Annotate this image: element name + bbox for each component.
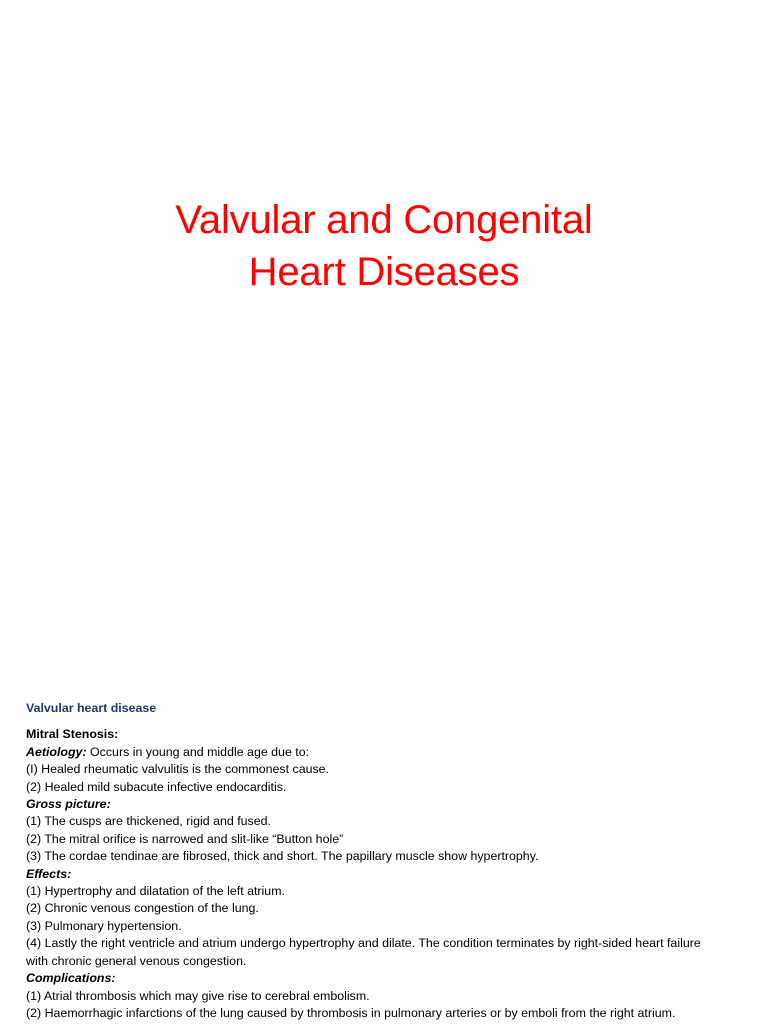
section-heading: Valvular heart disease: [26, 701, 157, 715]
effects-item: (1) Hypertrophy and dilatation of the left atrium.: [26, 884, 285, 899]
aetiology-item: (I) Healed rheumatic valvulitis is the commonest cause.: [26, 762, 330, 777]
effects-item: (4) Lastly the right ventricle and atrium undergo hypertrophy and dilate. The condition terminates by right-sided heart failure: [26, 936, 701, 951]
complications-item: (2) Haemorrhagic infarctions of the lung caused by thrombosis in pulmonary arteries or by emboli from the right atrium.: [26, 1005, 676, 1020]
notes-section: [26, 700, 766, 1022]
gross-item: (3) The cordae tendinae are fibrosed, thick and short. The papillary muscle show hypertrophy.: [26, 849, 539, 864]
gross-item: (1) The cusps are thickened, rigid and fused.: [26, 814, 271, 829]
effects-item: (2) Chronic venous congestion of the lung.: [26, 901, 259, 916]
complications-label: Complications:: [26, 971, 116, 986]
aetiology-text: Occurs in young and middle age due to:: [86, 744, 310, 759]
effects-item: (3) Pulmonary hypertension.: [26, 918, 182, 933]
subheading-mitral-stenosis: Mitral Stenosis:: [26, 727, 119, 742]
gross-picture-label: Gross picture:: [26, 797, 111, 812]
aetiology-line: [26, 744, 766, 761]
complications-item: (1) Atrial thrombosis which may give rise to cerebral embolism.: [26, 988, 370, 1003]
slide-title: [0, 194, 768, 298]
slide-title-line-1: Valvular and Congenital: [175, 198, 593, 242]
aetiology-item: (2) Healed mild subacute infective endocarditis.: [26, 779, 287, 794]
slide-title-line-2: Heart Diseases: [248, 250, 520, 294]
effects-label: Effects:: [26, 866, 72, 881]
effects-item-continued: with chronic general venous congestion.: [26, 953, 247, 968]
aetiology-label: Aetiology:: [26, 744, 87, 759]
gross-item: (2) The mitral orifice is narrowed and slit-like “Button hole”: [26, 831, 344, 846]
